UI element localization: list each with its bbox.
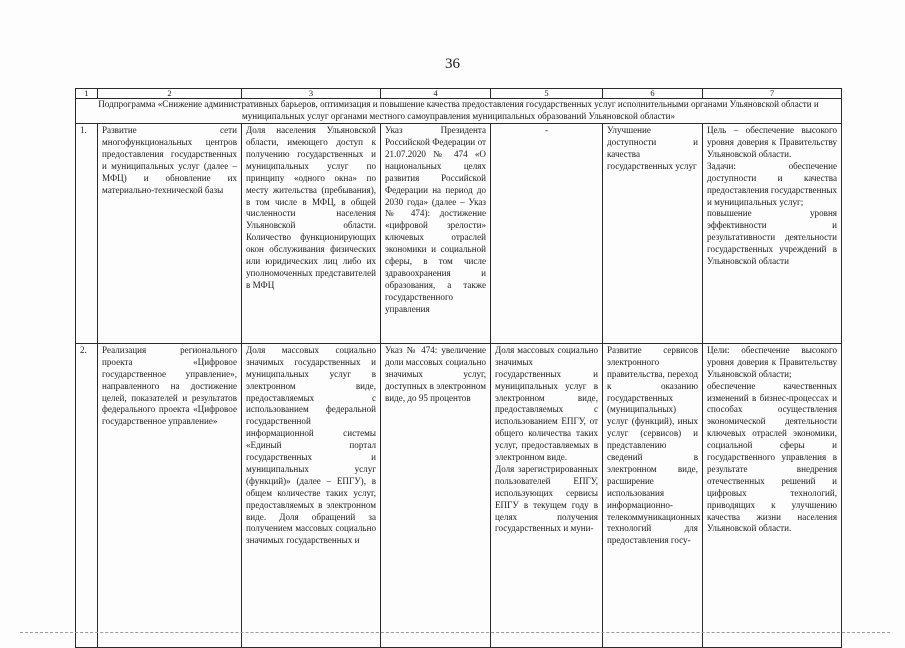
- page-number: 36: [445, 56, 460, 72]
- table-row: [76, 124, 842, 344]
- scan-edge-line: [20, 632, 890, 633]
- column-number: 5: [491, 89, 603, 99]
- national-goal: Указ № 474: увеличение доли массовых социально значимых услуг, доступных в электронном виде, до 95 процентов: [381, 343, 491, 647]
- national-goal: Указ Президента Российской Федерации от 21.07.2020 № 474 «О национальных целях развития Российской Федерации на период до 2030 года» (далее – Указ № 474): достижение «цифровой зрелости» ключевых отраслей экономики и социальной сферы, в том числе здравоохранения и образования, а также государственного управления: [381, 124, 491, 344]
- table-row: [76, 343, 842, 647]
- column-number-row: [76, 89, 842, 99]
- expected-result: Улучшение доступности и качества государственных услуг: [603, 124, 703, 344]
- column-number: 4: [381, 89, 491, 99]
- column-number: 6: [603, 89, 703, 99]
- indicator: Доля массовых социально значимых государственных и муниципальных услуг в электронном виде, предоставляемых с использованием федеральной государственной информационной системы «Единый портал государственных и муниципальных услуг (функций)» (далее – ЕПГУ), в общем количестве таких услуг, предоставляемых в электронном виде. Доля обращений за получением массовых социально значимых государственных и: [242, 343, 381, 647]
- row-number: 1.: [76, 124, 98, 344]
- column-number: 3: [242, 89, 381, 99]
- goals-and-tasks: Цель – обеспечение высокого уровня доверия к Правительству Ульяновской области. Задачи: обеспечение доступности и качества предоставления государственных и муниципальных услуг; повышение уровня эффективности и результативности деятельности государственных учреждений в Ульяновской области: [703, 124, 842, 344]
- related-indicator: Доля массовых социально значимых государственных и муниципальных услуг в электронном виде, предоставляемых с использованием ЕПГУ, от общего количества таких услуг, предоставляемых в электронном виде. Доля зарегистрированных пользователей ЕПГУ, использующих сервисы ЕПГУ в текущем году в целях получения государственных и муни-: [491, 343, 603, 647]
- column-number: 7: [703, 89, 842, 99]
- subprogram-row: [76, 99, 842, 124]
- column-number: 2: [98, 89, 242, 99]
- measures-table: [75, 88, 842, 648]
- measure-name: Развитие сети многофункциональных центров предоставления государственных и муниципальных услуг (далее – МФЦ) и обновление их материально-технической базы: [98, 124, 242, 344]
- subprogram-title: Подпрограмма «Снижение административных барьеров, оптимизация и повышение качества предоставления государственных услуг исполнительными органами Ульяновской области и муниципальных услуг органами местного самоуправления муниципальных образований Ульяновской области»: [76, 99, 842, 124]
- column-number: 1: [76, 89, 98, 99]
- expected-result: Развитие сервисов электронного правительства, переход к оказанию государственных (муниципальных) услуг (функций), иных услуг (сервисов) и представлению сведений в электронном виде, расширение использования информационно-телекоммуникационных технологий для предоставления госу-: [603, 343, 703, 647]
- related-indicator: -: [491, 124, 603, 344]
- goals-and-tasks: Цели: обеспечение высокого уровня доверия к Правительству Ульяновской области; обеспечение качественных изменений в бизнес-процессах и способах осуществления экономической деятельности ключевых отраслей экономики, социальной сферы и государственного управления в результате внедрения отечественных решений и цифровых технологий, приводящих к улучшению качества жизни населения Ульяновской области.: [703, 343, 842, 647]
- indicator: Доля населения Ульяновской области, имеющего доступ к получению государственных и муниципальных услуг по принципу «одного окна» по месту жительства (пребывания), в том числе в МФЦ, в общей численности населения Ульяновской области. Количество функционирующих окон обслуживания физических или юридических лиц либо их уполномоченных представителей в МФЦ: [242, 124, 381, 344]
- measure-name: Реализация регионального проекта «Цифровое государственное управление», направленного на достижение целей, показателей и результатов федерального проекта «Цифровое государственное управление»: [98, 343, 242, 647]
- row-number: 2.: [76, 343, 98, 647]
